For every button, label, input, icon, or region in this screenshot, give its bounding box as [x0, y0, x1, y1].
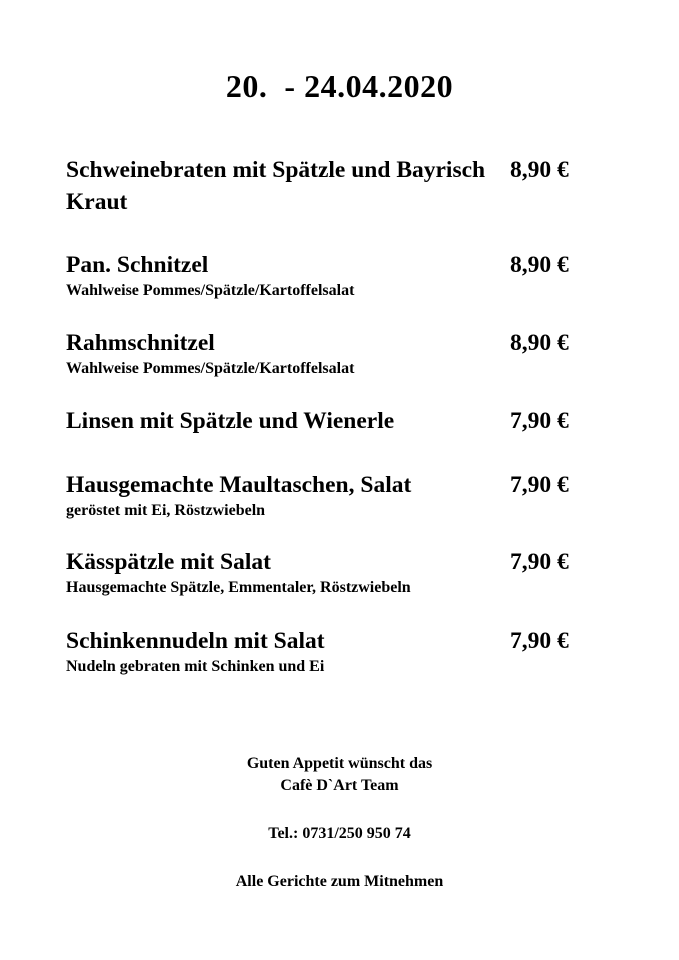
menu-item-name: Hausgemachte Maultaschen, Salat [66, 472, 412, 498]
menu-item-price: 7,90 € [510, 408, 569, 434]
menu-item-kaesspaetzle [66, 546, 586, 598]
footer-greeting-line2: Cafè D`Art Team [280, 777, 399, 794]
menu-item-price: 8,90 € [510, 157, 569, 183]
menu-item-schinkennudeln [66, 625, 586, 677]
menu-item-price: 8,90 € [510, 252, 569, 278]
menu-item-description: Hausgemachte Spätzle, Emmentaler, Röstzwiebeln [66, 579, 411, 596]
menu-item-schweinebraten [66, 154, 586, 218]
menu-item-maultaschen [66, 469, 586, 521]
menu-item-name: Pan. Schnitzel [66, 252, 209, 278]
menu-item-name: Schweinebraten mit Spätzle und Bayrisch Kraut [66, 157, 486, 215]
footer-phone: Tel.: 0731/250 950 74 [268, 825, 411, 842]
footer-greeting [0, 753, 679, 797]
menu-item-price: 7,90 € [510, 472, 569, 498]
menu-item-description: Nudeln gebraten mit Schinken und Ei [66, 658, 325, 675]
menu-item-name: Rahmschnitzel [66, 330, 215, 356]
menu-item-pan-schnitzel [66, 249, 586, 301]
menu-item-description: Wahlweise Pommes/Spätzle/Kartoffelsalat [66, 360, 355, 377]
menu-item-linsen [66, 405, 586, 437]
menu-date-title: 20. - 24.04.2020 [225, 68, 454, 104]
menu-item-price: 7,90 € [510, 549, 569, 575]
menu-item-description: geröstet mit Ei, Röstzwiebeln [66, 502, 266, 519]
menu-item-price: 8,90 € [510, 330, 569, 356]
menu-item-name: Kässpätzle mit Salat [66, 549, 271, 575]
menu-item-name: Schinkennudeln mit Salat [66, 628, 325, 654]
menu-item-description: Wahlweise Pommes/Spätzle/Kartoffelsalat [66, 282, 355, 299]
footer-takeaway: Alle Gerichte zum Mitnehmen [235, 873, 444, 890]
menu-item-name: Linsen mit Spätzle und Wienerle [66, 408, 395, 434]
menu-item-price: 7,90 € [510, 628, 569, 654]
footer-greeting-line1: Guten Appetit wünscht das [246, 755, 433, 772]
menu-item-rahmschnitzel [66, 327, 586, 379]
